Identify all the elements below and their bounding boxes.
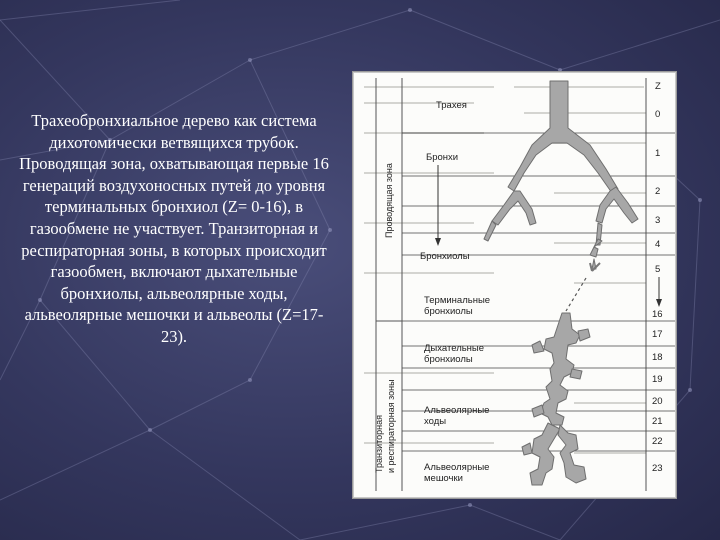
label-sacs-1: Альвеолярные [424, 462, 490, 473]
label-resp-2: бронхиолы [424, 354, 473, 365]
generation-3: 3 [655, 215, 661, 226]
zone-conducting-label: Проводящая зона [384, 163, 394, 238]
generation-2: 2 [655, 186, 661, 197]
generation-arrow [656, 277, 662, 307]
label-ducts-2: ходы [424, 416, 447, 427]
generation-20: 20 [652, 396, 663, 407]
tree-diagram [354, 73, 675, 497]
background-text-texture [364, 87, 646, 453]
zone-transitional-label-2: и респираторная зоны [386, 379, 396, 473]
generation-5: 5 [655, 264, 661, 275]
label-bronchioles: Бронхиолы [420, 251, 470, 262]
generation-0: 0 [655, 109, 661, 120]
label-trachea: Трахея [436, 100, 467, 111]
generation-19: 19 [652, 374, 663, 385]
generation-1: 1 [655, 148, 661, 159]
generation-23: 23 [652, 463, 663, 474]
label-sacs-2: мешочки [424, 473, 463, 484]
label-bronchi: Бронхи [426, 152, 459, 163]
bronchi-arrow [435, 165, 441, 246]
label-ducts-1: Альвеолярные [424, 405, 490, 416]
generation-4: 4 [655, 239, 661, 250]
tracheobronchial-tree-figure [353, 72, 676, 498]
airway-tree-respiratory [522, 313, 590, 485]
label-resp-1: Дыхательные [424, 343, 485, 354]
slide-caption: Трахеобронхиальное дерево как система дихотомически ветвящихся трубок. Проводящая зона, охватывающая первые 16 генераций воздухоносных путей до уровня терминальных бронхиол (Z= 0-16), в газообмене не участвует. Транзиторная и респираторная зоны, в которых происходит газообмен, включают дыхательные бронхиолы, альвеолярные ходы, альвеолярные мешочки и альвеолы (Z=17-23). [19, 111, 329, 346]
airway-tree-conducting [484, 81, 638, 269]
generation-21: 21 [652, 416, 663, 427]
label-terminal-2: бронхиолы [424, 306, 473, 317]
generation-18: 18 [652, 352, 663, 363]
generation-17: 17 [652, 329, 663, 340]
generation-16: 16 [652, 309, 663, 320]
generation-22: 22 [652, 436, 663, 447]
label-terminal-1: Терминальные [424, 295, 491, 306]
z-header: Z [655, 81, 661, 92]
zone-transitional-label-1: Транзиторная [374, 414, 384, 473]
